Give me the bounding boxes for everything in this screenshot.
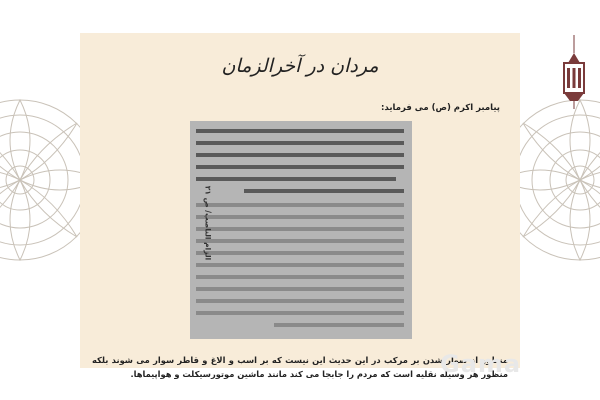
page-title: مردان در آخرالزمان: [221, 55, 379, 77]
explanation-paragraph: منظور از سوار شدن بر مرکب در این حدیث این نیست که بر اسب و الاغ و قاطر سوار می شوند بلکه منظور هر وسیله نقلیه است که مردم را جابجا می کند مانند ماشین موتورسیکلت و هواپیماها.: [92, 355, 508, 379]
watermark-logo: Gama: [440, 350, 522, 378]
lantern-icon: [558, 35, 590, 115]
scanned-page-image: [190, 121, 412, 339]
intro-text: پیامبر اکرم (ص) می فرماید:: [381, 103, 500, 113]
content-card: [80, 33, 520, 379]
source-citation: الزام الناصب/ ص ۲۱: [203, 185, 213, 261]
